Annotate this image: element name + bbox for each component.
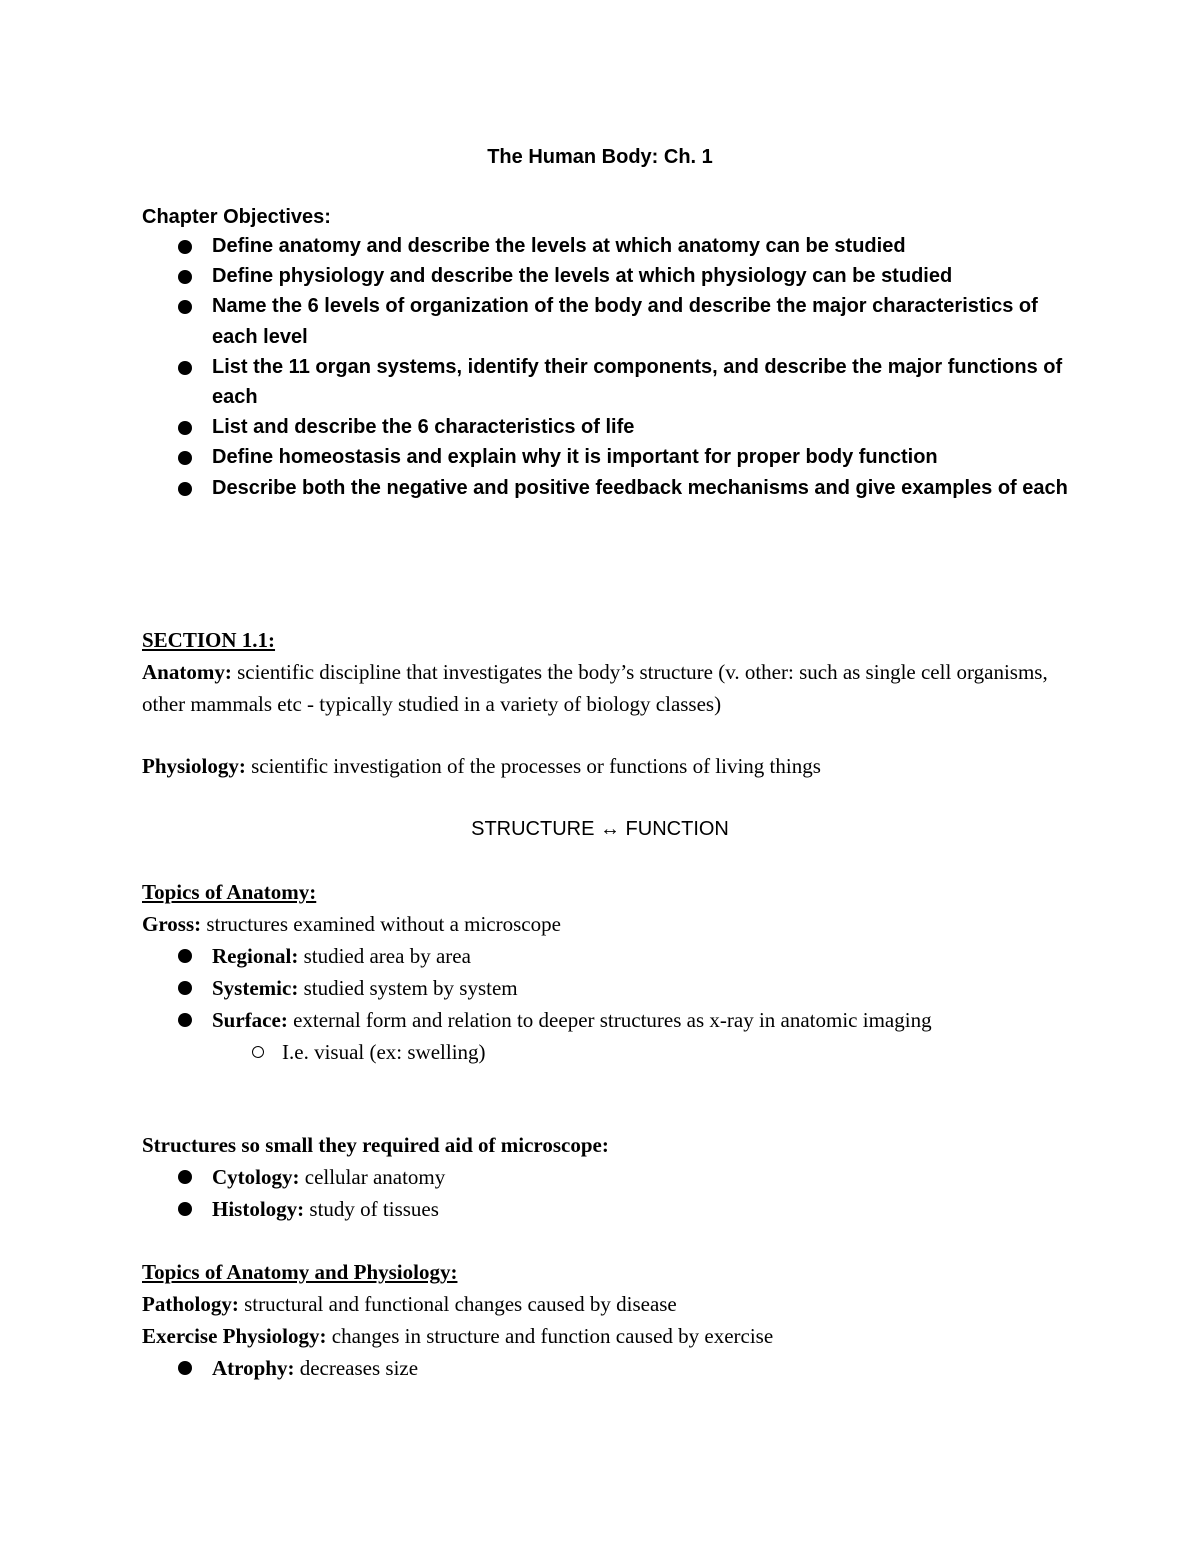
definition: studied system by system bbox=[298, 976, 518, 1000]
physiology-definition bbox=[142, 750, 1072, 782]
page-title: The Human Body: Ch. 1 bbox=[487, 146, 713, 168]
objective-text: Define physiology and describe the levels at which physiology can be studied bbox=[212, 265, 953, 288]
list-item bbox=[142, 261, 1072, 291]
term: Exercise Physiology: bbox=[142, 1324, 327, 1348]
surface-sublist bbox=[142, 1036, 1072, 1068]
anatomy-definition bbox=[142, 656, 1072, 720]
objectives-heading: Chapter Objectives: bbox=[142, 206, 331, 228]
bullet-icon bbox=[178, 451, 192, 465]
term: Atrophy: bbox=[212, 1356, 295, 1380]
definition: structures examined without a microscope bbox=[201, 912, 561, 936]
list-item bbox=[142, 473, 1072, 503]
bullet-icon bbox=[178, 1170, 192, 1184]
term: Anatomy: bbox=[142, 660, 232, 684]
term: Surface: bbox=[212, 1008, 288, 1032]
gross-definition bbox=[142, 908, 1072, 940]
topics-of-anatomy bbox=[142, 876, 1072, 1068]
section-1-1 bbox=[142, 624, 1072, 720]
bullet-icon bbox=[178, 1361, 192, 1375]
term: Gross: bbox=[142, 912, 202, 936]
term: Histology: bbox=[212, 1197, 305, 1221]
definition: study of tissues bbox=[304, 1197, 439, 1221]
objective-text: Describe both the negative and positive feedback mechanisms and give examples of each bbox=[212, 476, 1068, 499]
bullet-icon bbox=[178, 361, 192, 375]
hollow-bullet-icon bbox=[252, 1046, 264, 1058]
term: Regional: bbox=[212, 944, 299, 968]
definition: external form and relation to deeper structures as x-ray in anatomic imaging bbox=[287, 1008, 932, 1032]
list-item bbox=[142, 940, 1072, 972]
objectives-list bbox=[142, 231, 1072, 503]
bullet-icon bbox=[178, 482, 192, 496]
definition: structural and functional changes caused by disease bbox=[238, 1292, 677, 1316]
term: Physiology: bbox=[142, 754, 246, 778]
definition: decreases size bbox=[294, 1356, 419, 1380]
topics-anatomy-physiology bbox=[142, 1256, 1072, 1384]
bullet-icon bbox=[178, 981, 192, 995]
bullet-icon bbox=[178, 300, 192, 314]
list-item bbox=[142, 1161, 1072, 1193]
term: Cytology: bbox=[212, 1165, 300, 1189]
term: Systemic: bbox=[212, 976, 299, 1000]
list-item bbox=[142, 291, 1072, 351]
list-item bbox=[142, 1193, 1072, 1225]
section-heading: Topics of Anatomy: bbox=[142, 880, 317, 904]
objective-text: Name the 6 levels of organization of the body and describe the major characteristics of each level bbox=[212, 295, 1038, 348]
definition: scientific discipline that investigates the body’s structure (v. other: such as single cell organisms, other mammals etc - typically studied in a variety of biology classes) bbox=[142, 660, 1048, 716]
list-item bbox=[212, 1036, 1072, 1068]
objective-text: List and describe the 6 characteristics of life bbox=[212, 416, 635, 439]
objective-text: List the 11 organ systems, identify their components, and describe the major functions of each bbox=[212, 355, 1063, 409]
bullet-icon bbox=[178, 270, 192, 284]
exercise-physiology-definition bbox=[142, 1320, 1072, 1352]
definition: cellular anatomy bbox=[299, 1165, 446, 1189]
microscope-list bbox=[142, 1161, 1072, 1225]
definition: scientific investigation of the processes or functions of living things bbox=[245, 754, 821, 778]
section-heading: Structures so small they required aid of microscope: bbox=[142, 1133, 609, 1157]
microscope-section bbox=[142, 1129, 1072, 1225]
list-item bbox=[142, 352, 1072, 412]
sub-item-text: I.e. visual (ex: swelling) bbox=[282, 1040, 486, 1064]
list-item bbox=[142, 442, 1072, 472]
term: Pathology: bbox=[142, 1292, 239, 1316]
objective-text: Define homeostasis and explain why it is important for proper body function bbox=[212, 446, 938, 469]
structure-function-line: STRUCTURE ↔ FUNCTION bbox=[471, 818, 729, 840]
anatomy-topics-list bbox=[142, 940, 1072, 1036]
bullet-icon bbox=[178, 1013, 192, 1027]
definition: changes in structure and function caused by exercise bbox=[326, 1324, 774, 1348]
section-heading: SECTION 1.1: bbox=[142, 628, 276, 652]
exercise-list bbox=[142, 1352, 1072, 1384]
list-item bbox=[142, 1352, 1072, 1384]
list-item bbox=[142, 972, 1072, 1004]
bullet-icon bbox=[178, 949, 192, 963]
definition: studied area by area bbox=[298, 944, 471, 968]
objective-text: Define anatomy and describe the levels at which anatomy can be studied bbox=[212, 235, 906, 257]
list-item bbox=[142, 1004, 1072, 1036]
pathology-definition bbox=[142, 1288, 1072, 1320]
bullet-icon bbox=[178, 240, 192, 254]
list-item bbox=[142, 412, 1072, 442]
list-item bbox=[142, 231, 1072, 261]
section-heading: Topics of Anatomy and Physiology: bbox=[142, 1260, 458, 1284]
bullet-icon bbox=[178, 421, 192, 435]
bullet-icon bbox=[178, 1202, 192, 1216]
